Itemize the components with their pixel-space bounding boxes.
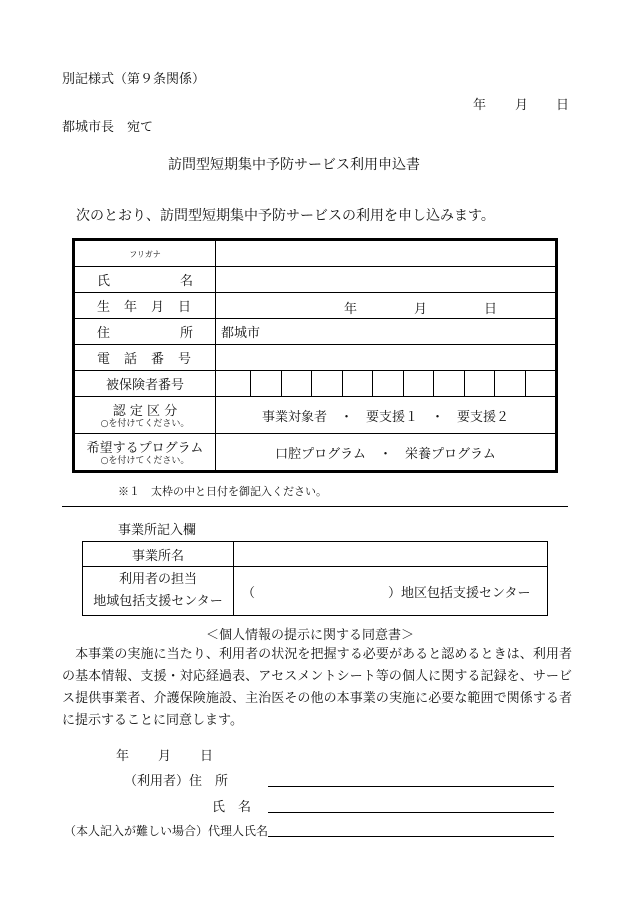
office-section-title: 事業所記入欄 — [118, 523, 197, 538]
program-note: ○を付けてください。 — [100, 456, 190, 466]
cert-note: ○を付けてください。 — [100, 419, 190, 429]
program-options-text: 口腔プログラム ・ 栄養プログラム — [275, 446, 496, 462]
birth-label-char: 年 — [123, 300, 137, 315]
center-label-1: 利用者の担当 — [118, 572, 197, 587]
consent-body: 本事業の実施に当たり、利用者の状況を把握する必要があると認めるときは、利用者の基本情報、支援・対応経過表、アセスメントシート等の個人に関する記録を、サービス提供事業者、介護保険施設、主治医その他の本事業の実施に必要な範囲で関係する者に提示することに同意します。 — [62, 647, 572, 728]
insured-digit-cell[interactable] — [342, 371, 373, 396]
consent-date-year: 年 — [116, 749, 130, 764]
addressee: 都城市長 宛て — [62, 120, 154, 135]
user-address-line[interactable] — [268, 786, 554, 787]
birthdate-field[interactable] — [216, 293, 557, 319]
header-date-year: 年 — [473, 98, 487, 113]
program-options[interactable] — [216, 434, 557, 472]
insured-digit-cell[interactable] — [281, 371, 312, 396]
consent-title: ＜個人情報の提示に関する同意書＞ — [206, 628, 415, 643]
address-label-2: 所 — [179, 326, 193, 341]
cert-options[interactable] — [216, 397, 557, 434]
consent-date-day: 日 — [200, 749, 214, 764]
name-label-2: 名 — [179, 274, 193, 289]
page-title: 訪問型短期集中予防サービス利用申込書 — [168, 157, 420, 173]
birth-year-unit: 年 — [344, 302, 358, 317]
name-field[interactable] — [216, 267, 557, 293]
user-name-line[interactable] — [268, 812, 554, 813]
birth-month-unit: 月 — [414, 302, 428, 317]
office-table — [82, 541, 548, 616]
insured-digit-cell[interactable] — [311, 371, 342, 396]
phone-label-char: 号 — [177, 352, 191, 367]
center-open-paren: （ — [242, 586, 256, 601]
cert-label: 認 定 区 分 — [112, 404, 178, 419]
insured-digit-cell[interactable] — [525, 371, 556, 396]
furigana-label: フリガナ — [129, 250, 161, 259]
birth-day-unit: 日 — [484, 302, 498, 317]
form-number: 別記様式（第９条関係） — [62, 72, 206, 87]
name-label-1: 氏 — [97, 274, 111, 289]
address-label-1: 住 — [97, 326, 111, 341]
insured-digit-cell[interactable] — [372, 371, 403, 396]
application-table — [72, 238, 558, 473]
consent-date-month: 月 — [158, 749, 172, 764]
intro-text: 次のとおり、訪問型短期集中予防サービスの利用を申し込みます。 — [76, 208, 495, 224]
center-field[interactable] — [234, 567, 548, 616]
office-name-field[interactable] — [234, 542, 548, 567]
divider — [62, 506, 568, 507]
address-value: 都城市 — [221, 326, 261, 341]
phone-label-char: 電 — [97, 352, 111, 367]
birth-label-char: 生 — [97, 300, 111, 315]
insured-number-field[interactable] — [216, 371, 557, 397]
cert-options-text: 事業対象者 ・ 要支援１ ・ 要支援２ — [261, 409, 509, 425]
office-name-label: 事業所名 — [131, 548, 184, 564]
proxy-name-line[interactable] — [268, 836, 554, 837]
insured-digit-cell[interactable] — [464, 371, 495, 396]
birth-label-char: 日 — [177, 300, 191, 315]
user-address-label: （利用者）住 所 — [124, 774, 229, 789]
header-date-month: 月 — [515, 98, 529, 113]
insured-number-label: 被保険者番号 — [105, 378, 184, 393]
insured-digit-cell[interactable] — [433, 371, 464, 396]
furigana-field[interactable] — [216, 240, 557, 267]
user-name-label: 氏 名 — [212, 800, 252, 815]
address-field[interactable] — [216, 319, 557, 345]
proxy-label: （本人記入が難しい場合）代理人氏名 — [64, 824, 269, 838]
center-label-2: 地域包括支援センター — [93, 594, 223, 609]
phone-label-char: 番 — [150, 352, 164, 367]
program-label: 希望するプログラム — [86, 441, 204, 456]
phone-field[interactable] — [216, 345, 557, 371]
center-suffix: ）地区包括支援センター — [388, 586, 531, 601]
birth-label-char: 月 — [150, 300, 164, 315]
insured-digit-cell[interactable] — [250, 371, 281, 396]
header-date-day: 日 — [556, 98, 570, 113]
footnote: ※１ 太枠の中と日付を御記入ください。 — [118, 485, 327, 498]
insured-digit-cell[interactable] — [494, 371, 525, 396]
insured-digit-cell[interactable] — [403, 371, 434, 396]
insured-digit-cell[interactable] — [216, 371, 250, 396]
phone-label-char: 話 — [123, 352, 137, 367]
